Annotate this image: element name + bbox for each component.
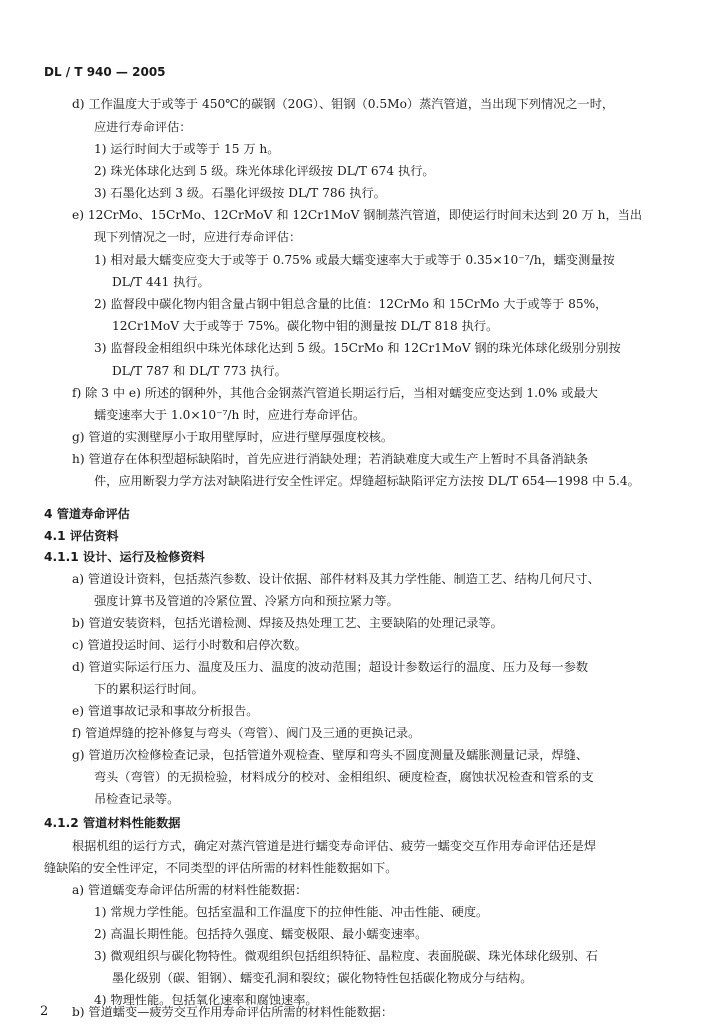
text-line: e) 管道事故记录和事故分析报告。: [72, 704, 259, 718]
text-line: b) 管道蠕变—疲劳交互作用寿命评估所需的材料性能数据：: [72, 1005, 394, 1019]
text-line: f) 除 3 中 e) 所述的钢种外，其他合金钢蒸汽管道长期运行后，当相对蠕变应变达到 1.0% 或最大: [72, 386, 598, 400]
text-line: 墨化级别（碳、钼钢）、蠕变孔洞和裂纹；碳化物特性包括碳化物成分与结构。: [112, 971, 533, 985]
text-line: 2) 珠光体球化达到 5 级。珠光体球化评级按 DL/T 674 执行。: [94, 164, 435, 178]
text-line: 3) 微观组织与碳化物特性。微观组织包括组织特征、晶粒度、表面脱碳、珠光体球化级别、石: [94, 949, 598, 963]
text-line: 12Cr1MoV 大于或等于 75%。碳化物中钼的测量按 DL/T 818 执行。: [112, 319, 499, 333]
text-line: 1) 相对最大蠕变应变大于或等于 0.75% 或最大蠕变速率大于或等于 0.35×10⁻⁷/h，蠕变测量按: [94, 253, 615, 267]
text-line: 件，应用断裂力学方法对缺陷进行安全性评定。焊缝超标缺陷评定方法按 DL/T 654—1998 中 5.4。: [94, 474, 640, 488]
document-id-header: DL / T 940 — 2005: [44, 65, 166, 79]
text-line: d) 工作温度大于或等于 450℃的碳钢（20G）、钼钢（0.5Mo）蒸汽管道，当出现下列情况之一时，: [72, 97, 615, 111]
text-line: 蠕变速率大于 1.0×10⁻⁷/h 时，应进行寿命评估。: [94, 408, 366, 422]
section-heading: 4 管道寿命评估: [44, 507, 130, 521]
text-line: g) 管道历次检修检查记录，包括管道外观检查、壁厚和弯头不圆度测量及蠕胀测量记录，焊缝、: [72, 748, 589, 762]
text-line: d) 管道实际运行压力、温度及压力、温度的波动范围；超设计参数运行的温度、压力及每一参数: [72, 660, 589, 674]
text-line: 1) 运行时间大于或等于 15 万 h。: [94, 142, 280, 156]
subsection-heading: 4.1 评估资料: [44, 529, 119, 543]
text-line: DL/T 787 和 DL/T 773 执行。: [112, 364, 287, 378]
text-line: g) 管道的实测壁厚小于取用壁厚时，应进行壁厚强度校核。: [72, 430, 394, 444]
text-line: 弯头（弯管）的无损检验，材料成分的校对、金相组织、硬度检查，腐蚀状况检查和管系的支: [94, 770, 594, 784]
text-line: a) 管道蠕变寿命评估所需的材料性能数据：: [72, 883, 308, 897]
text-line: 吊检查记录等。: [94, 792, 180, 806]
text-line: f) 管道焊缝的挖补修复与弯头（弯管）、阀门及三通的更换记录。: [72, 726, 421, 740]
text-line: 2) 监督段中碳化物内钼含量占钢中钼总含量的比值：12CrMo 和 15CrMo 大于或等于 85%，: [94, 297, 608, 311]
text-line: 2) 高温长期性能。包括持久强度、蠕变极限、最小蠕变速率。: [94, 927, 428, 941]
text-line: 应进行寿命评估：: [94, 120, 192, 134]
text-line: e) 12CrMo、15CrMo、12CrMoV 和 12Cr1MoV 钢制蒸汽管道，即使运行时间未达到 20 万 h，当出: [72, 208, 643, 222]
subsection-heading: 4.1.1 设计、运行及检修资料: [44, 550, 205, 564]
text-line: 3) 石墨化达到 3 级。石墨化评级按 DL/T 786 执行。: [94, 186, 386, 200]
text-line: 根据机组的运行方式，确定对蒸汽管道是进行蠕变寿命评估、疲劳一蠕变交互作用寿命评估还是焊: [72, 839, 597, 853]
text-line: 下的累积运行时间。: [94, 682, 204, 696]
text-line: b) 管道安装资料，包括光谱检测、焊接及热处理工艺、主要缺陷的处理记录等。: [72, 616, 503, 630]
page-number: 2: [40, 1004, 49, 1019]
text-line: DL/T 441 执行。: [112, 275, 210, 289]
text-line: 4) 物理性能。包括氧化速率和腐蚀速率。: [94, 993, 318, 1007]
subsection-heading: 4.1.2 管道材料性能数据: [44, 816, 181, 830]
text-line: a) 管道设计资料，包括蒸汽参数、设计依据、部件材料及其力学性能、制造工艺、结构几何尺寸、: [72, 572, 600, 586]
text-line: 现下列情况之一时，应进行寿命评估：: [94, 230, 302, 244]
text-line: 1) 常规力学性能。包括室温和工作温度下的拉伸性能、冲击性能、硬度。: [94, 905, 489, 919]
text-line: c) 管道投运时间、运行小时数和启停次数。: [72, 638, 307, 652]
text-line: 缝缺陷的安全性评定，不同类型的评估所需的材料性能数据如下。: [44, 861, 398, 875]
text-line: 强度计算书及管道的冷紧位置、冷紧方向和预拉紧力等。: [94, 594, 399, 608]
text-line: 3) 监督段金相组织中珠光体球化达到 5 级。15CrMo 和 12Cr1MoV 钢的珠光体球化级别分别按: [94, 341, 621, 355]
text-line: h) 管道存在体积型超标缺陷时，首先应进行消缺处理；若消缺难度大或生产上暂时不具备消缺条: [72, 452, 589, 466]
